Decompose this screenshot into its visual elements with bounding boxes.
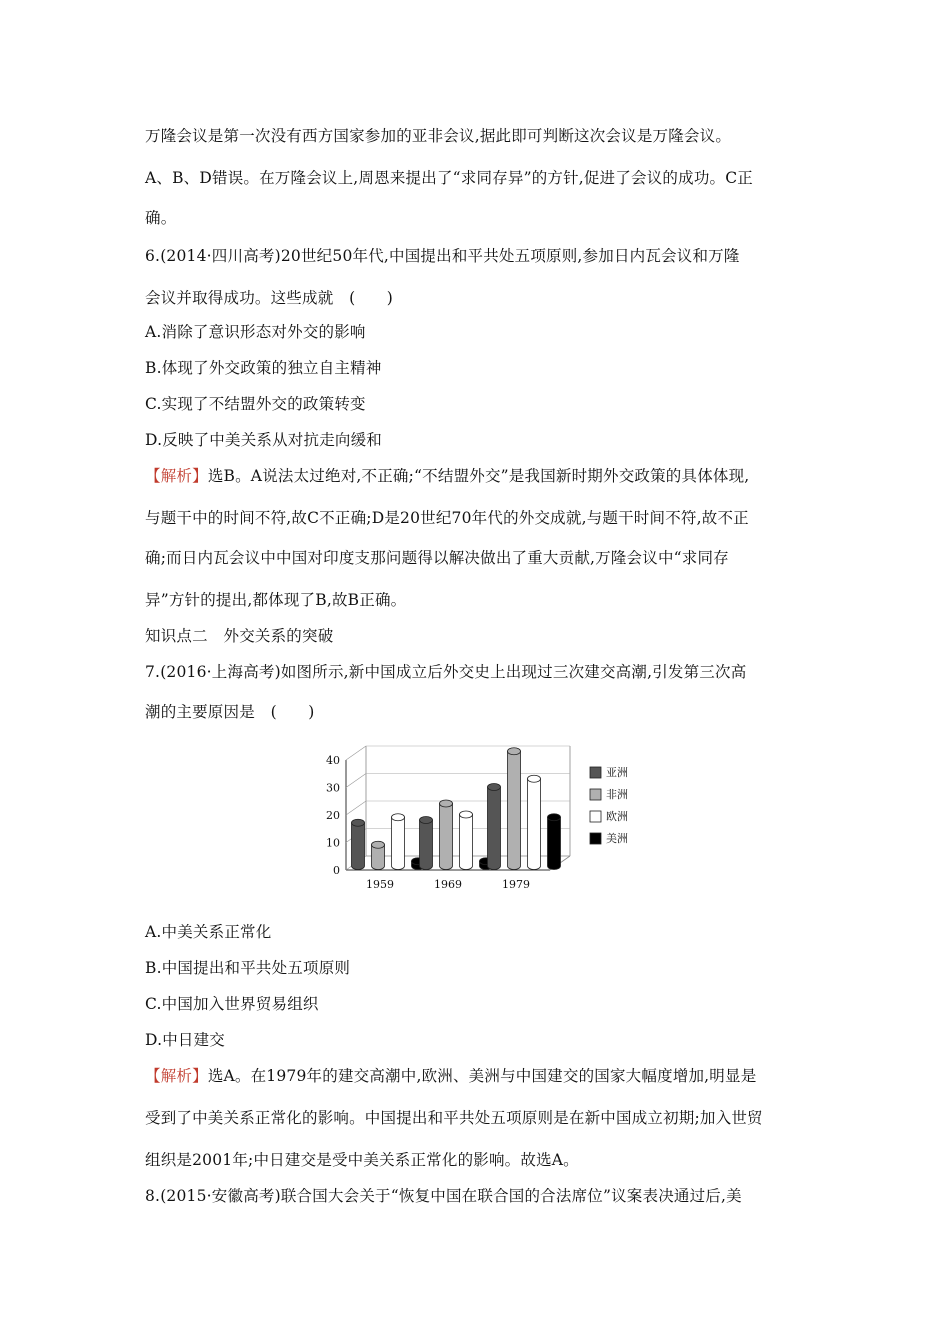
option-a: A.中美关系正常化 <box>145 923 272 941</box>
y-tick-label: 10 <box>326 836 340 850</box>
bar-top <box>528 775 541 782</box>
text-line: 异”方针的提出,都体现了B,故B正确。 <box>145 591 407 609</box>
bar <box>440 804 453 870</box>
question-7-stem: 7.(2016·上海高考)如图所示,新中国成立后外交史上出现过三次建交高潮,引发第三次高 <box>145 663 747 681</box>
bar-top <box>488 784 501 791</box>
bar <box>528 779 541 870</box>
text-line: 确;而日内瓦会议中中国对印度支那问题得以解决做出了重大贡献,万隆会议中“求同存 <box>145 549 729 567</box>
section-heading: 知识点二 外交关系的突破 <box>145 627 334 645</box>
text-line: 万隆会议是第一次没有西方国家参加的亚非会议,据此即可判断这次会议是万隆会议。 <box>145 127 732 145</box>
gridline-diagonal <box>346 774 366 788</box>
analysis-text: 选A。在1979年的建交高潮中,欧洲、美洲与中国建交的国家大幅度增加,明显是 <box>207 1067 757 1085</box>
bar <box>508 751 521 869</box>
legend-swatch <box>590 811 601 822</box>
bar-top <box>460 811 473 818</box>
bar-top <box>372 841 385 848</box>
bar-top <box>392 814 405 821</box>
x-tick-label: 1959 <box>366 878 394 891</box>
question-7-stem: 潮的主要原因是 ( ) <box>145 703 315 721</box>
y-tick-label: 40 <box>326 754 340 767</box>
legend-label: 非洲 <box>606 788 628 801</box>
gridline-diagonal <box>346 746 366 760</box>
option-b: B.中国提出和平共处五项原则 <box>145 959 351 977</box>
bar <box>488 787 501 870</box>
legend-label: 亚洲 <box>606 766 628 779</box>
y-tick-label: 30 <box>326 781 340 795</box>
legend-swatch <box>590 833 601 844</box>
legend-swatch <box>590 789 601 800</box>
option-a: A.消除了意识形态对外交的影响 <box>145 323 366 341</box>
option-c: C.中国加入世界贸易组织 <box>145 995 319 1013</box>
gridline-diagonal <box>346 801 366 815</box>
bar <box>420 820 433 870</box>
bar <box>548 817 561 869</box>
analysis-text: 选B。A说法太过绝对,不正确;“不结盟外交”是我国新时期外交政策的具体体现, <box>207 467 750 485</box>
bar-top <box>440 800 453 807</box>
question-6-stem: 会议并取得成功。这些成就 ( ) <box>145 289 393 307</box>
text-line: 组织是2001年;中日建交是受中美关系正常化的影响。故选A。 <box>145 1151 579 1169</box>
option-d: D.反映了中美关系从对抗走向缓和 <box>145 431 383 449</box>
y-tick-label: 0 <box>333 864 340 877</box>
bar-chart-svg <box>318 740 648 900</box>
x-tick-label: 1969 <box>434 878 462 891</box>
bar-top <box>352 819 365 826</box>
bar-top <box>420 817 433 824</box>
bar-top <box>548 814 561 821</box>
y-tick-label: 20 <box>326 809 340 822</box>
option-c: C.实现了不结盟外交的政策转变 <box>145 395 366 413</box>
legend-label: 美洲 <box>606 832 628 845</box>
bar <box>460 815 473 870</box>
analysis-tag: 【解析】 <box>145 467 208 485</box>
bar <box>392 817 405 869</box>
analysis-line <box>145 1066 756 1086</box>
bar-chart <box>318 740 648 900</box>
legend-swatch <box>590 767 601 778</box>
text-line: A、B、D错误。在万隆会议上,周恩来提出了“求同存异”的方针,促进了会议的成功。C正 <box>145 169 753 187</box>
analysis-tag: 【解析】 <box>145 1067 208 1085</box>
bar <box>352 823 365 870</box>
text-line: 受到了中美关系正常化的影响。中国提出和平共处五项原则是在新中国成立初期;加入世贸 <box>145 1109 763 1127</box>
text-line: 确。 <box>145 209 177 227</box>
question-8-stem: 8.(2015·安徽高考)联合国大会关于“恢复中国在联合国的合法席位”议案表决通过后,美 <box>145 1187 742 1205</box>
x-tick-label: 1979 <box>502 878 530 891</box>
option-b: B.体现了外交政策的独立自主精神 <box>145 359 382 377</box>
legend-label: 欧洲 <box>606 810 628 823</box>
option-d: D.中日建交 <box>145 1031 226 1049</box>
bar-top <box>508 748 521 755</box>
analysis-line <box>145 466 749 486</box>
question-6-stem: 6.(2014·四川高考)20世纪50年代,中国提出和平共处五项原则,参加日内瓦会议和万隆 <box>145 247 740 265</box>
text-line: 与题干中的时间不符,故C不正确;D是20世纪70年代的外交成就,与题干时间不符,故不正 <box>145 509 749 527</box>
